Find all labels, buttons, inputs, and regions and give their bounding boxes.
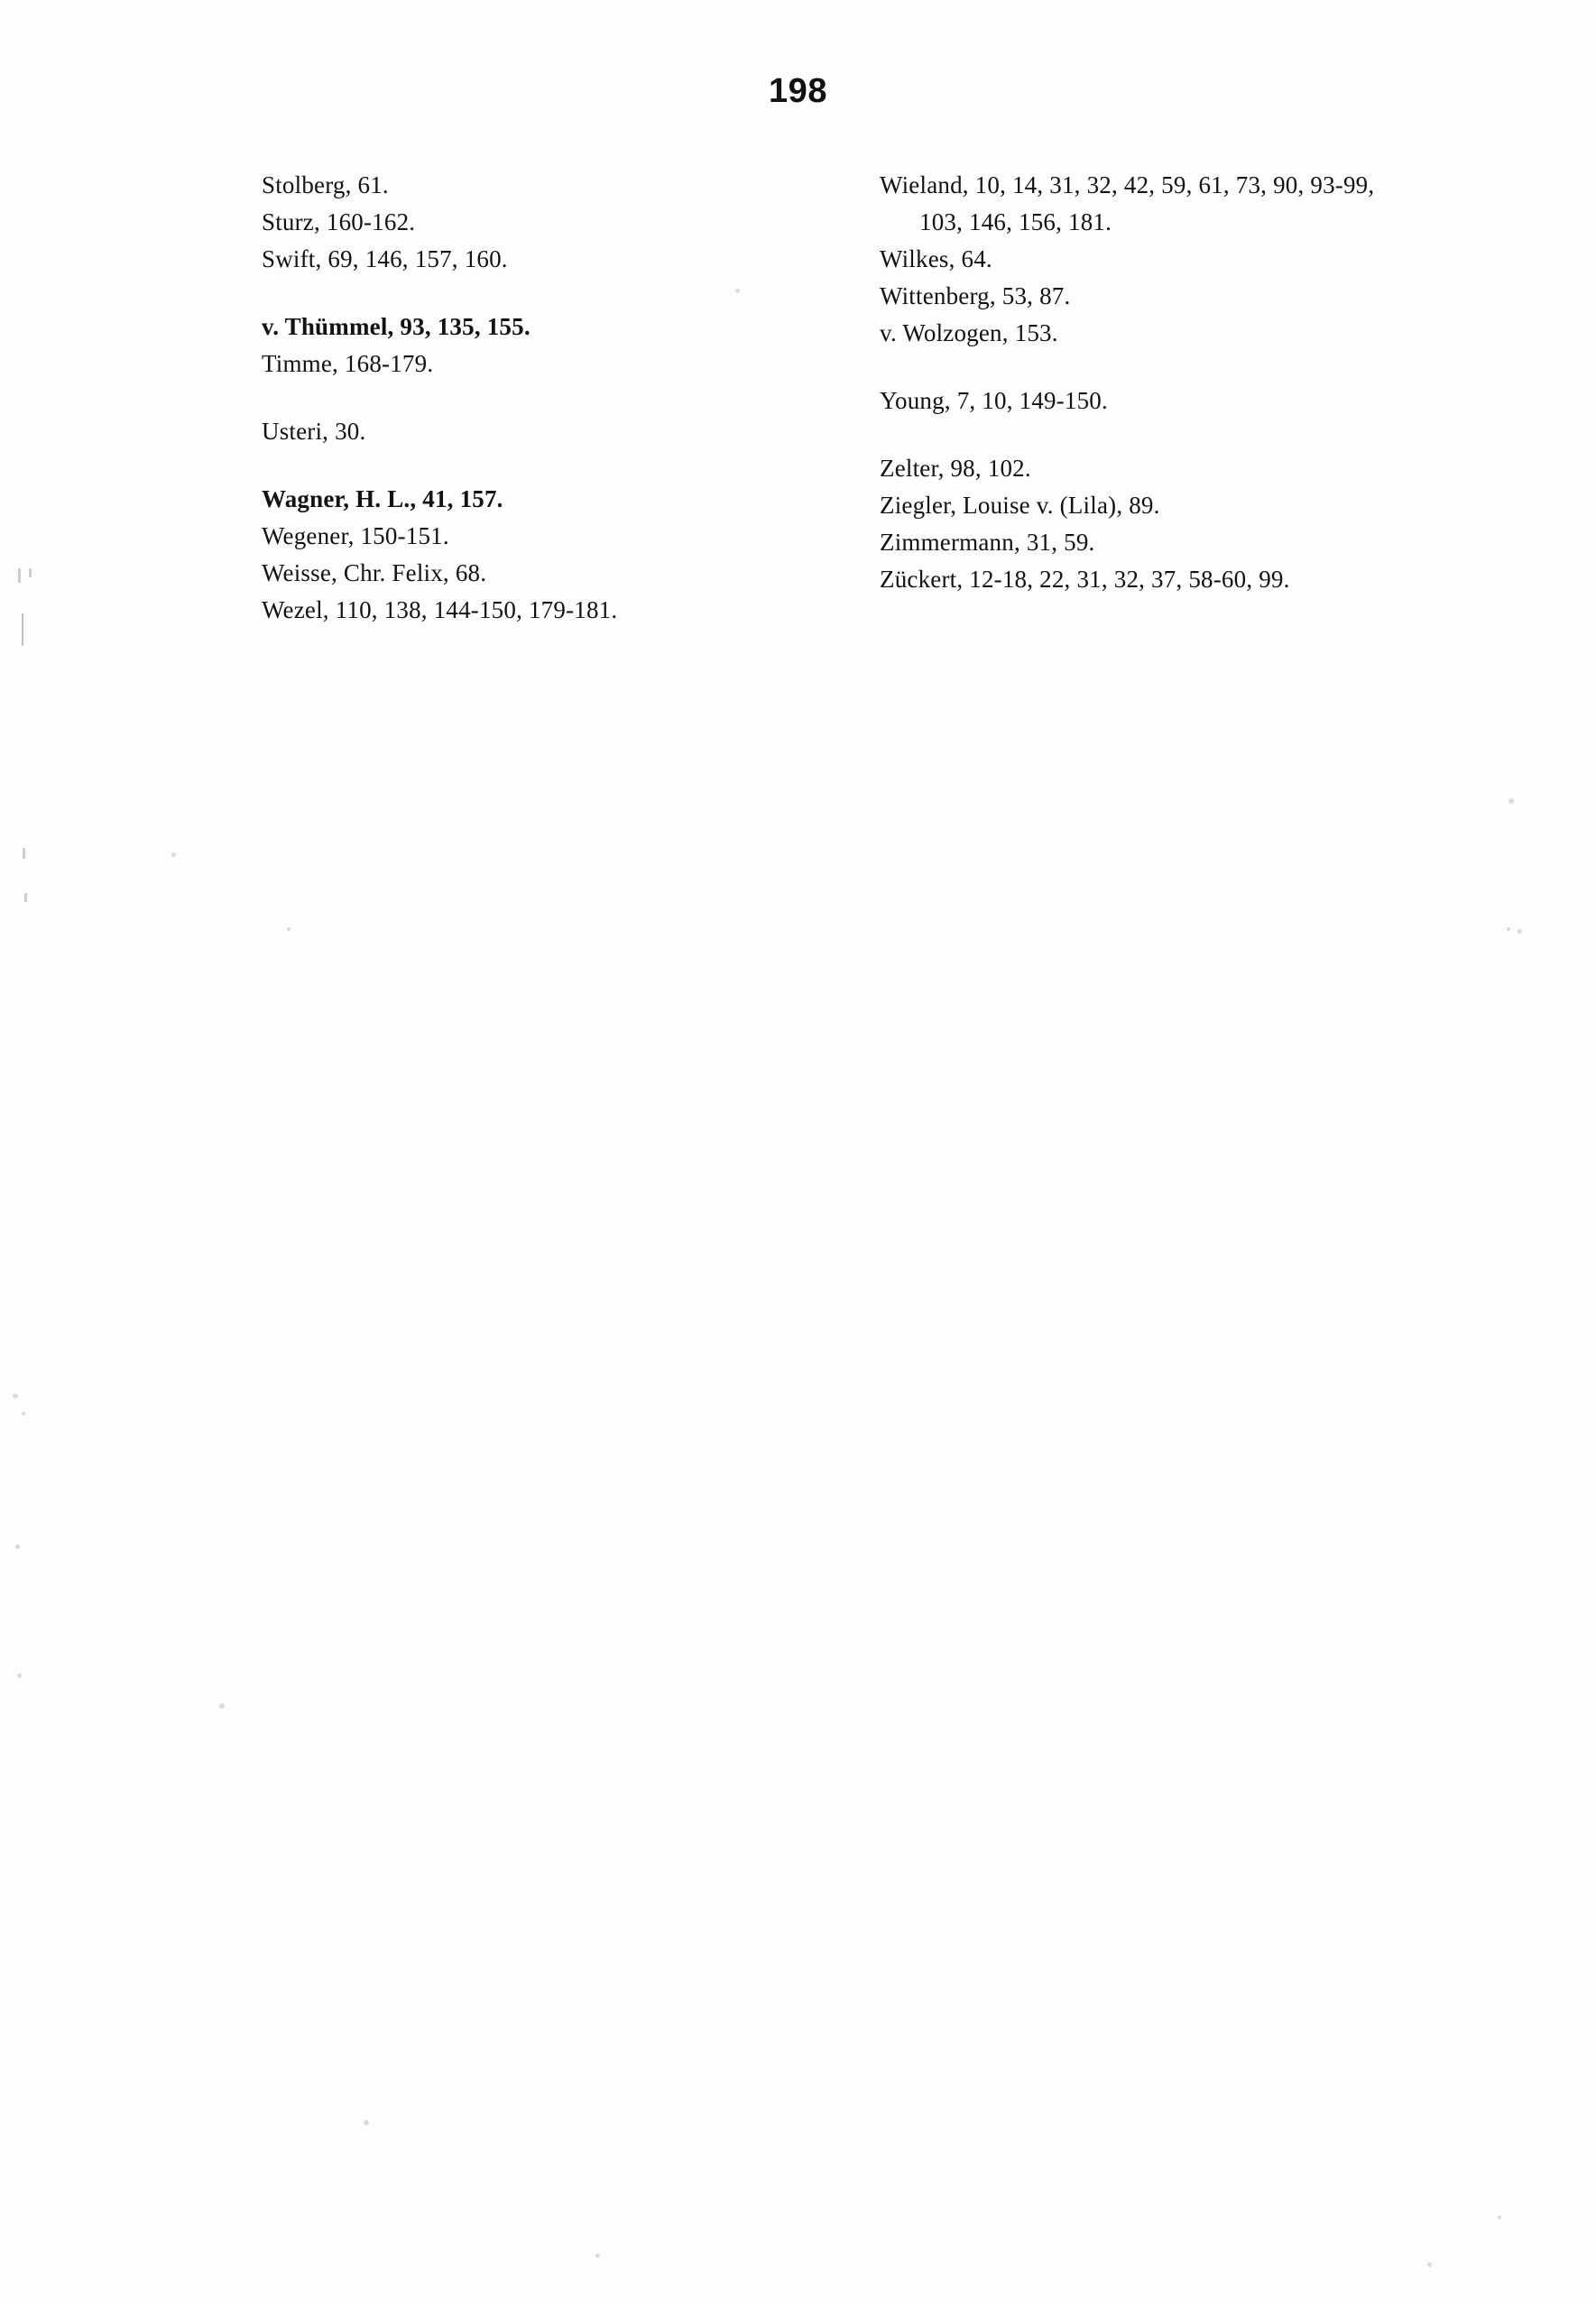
- entry-group-gap: [262, 450, 771, 481]
- index-entry: Usteri, 30.: [262, 418, 366, 446]
- scan-speck: [1508, 798, 1514, 804]
- index-entry: Zimmermann, 31, 59.: [880, 529, 1095, 557]
- index-entry: Stolberg, 61.: [262, 171, 389, 198]
- entry-group-gap: [880, 419, 1389, 450]
- index-entry: Wilkes, 64.: [880, 245, 992, 273]
- scan-speck: [22, 1412, 25, 1415]
- scan-speck: [13, 1394, 18, 1398]
- scan-speck: [1507, 927, 1510, 931]
- page-number: 198: [769, 72, 827, 110]
- scan-speck: [15, 1544, 20, 1549]
- index-column-right: [880, 167, 1389, 629]
- index-entry: Wagner, H. L., 41, 157.: [262, 485, 503, 513]
- entry-group-gap: [262, 382, 771, 413]
- index-entry: Sturz, 160-162.: [262, 208, 416, 236]
- index-entry: Wezel, 110, 138, 144-150, 179-181.: [262, 596, 618, 624]
- scan-speck: [735, 289, 740, 293]
- index-entry: Swift, 69, 146, 157, 160.: [262, 245, 508, 273]
- index-entry: Weisse, Chr. Felix, 68.: [262, 559, 487, 587]
- scan-speck: [364, 2120, 369, 2125]
- index-entry: Wegener, 150-151.: [262, 522, 449, 550]
- index-entry: Young, 7, 10, 149-150.: [880, 387, 1108, 415]
- margin-artifact: [18, 568, 21, 583]
- index-entry: Zückert, 12-18, 22, 31, 32, 37, 58-60, 99.: [880, 566, 1290, 594]
- scan-speck: [1498, 2216, 1501, 2219]
- scan-speck: [171, 852, 176, 857]
- index-entry: v. Wolzogen, 153.: [880, 319, 1058, 347]
- margin-artifact: [22, 613, 23, 646]
- index-column-left: [262, 167, 771, 629]
- margin-artifact: [29, 568, 32, 577]
- scan-speck: [17, 1673, 22, 1678]
- index-entry: Timme, 168-179.: [262, 350, 434, 378]
- scan-speck: [595, 2253, 600, 2258]
- entry-group-gap: [880, 352, 1389, 382]
- scan-speck: [1518, 929, 1522, 934]
- margin-artifact: [24, 893, 27, 902]
- index-columns: [262, 167, 1389, 629]
- margin-artifact: [23, 848, 25, 859]
- scan-speck: [219, 1703, 225, 1709]
- scan-speck: [287, 927, 291, 931]
- index-entry: Wieland, 10, 14, 31, 32, 42, 59, 61, 73, 90, 93-99, 103, 146, 156, 181.: [880, 171, 1375, 236]
- entry-group-gap: [262, 278, 771, 309]
- index-entry: Wittenberg, 53, 87.: [880, 282, 1071, 310]
- index-entry: Zelter, 98, 102.: [880, 455, 1031, 483]
- scan-speck: [1427, 2263, 1432, 2267]
- index-entry: Ziegler, Louise v. (Lila), 89.: [880, 492, 1160, 520]
- index-entry: v. Thümmel, 93, 135, 155.: [262, 313, 530, 341]
